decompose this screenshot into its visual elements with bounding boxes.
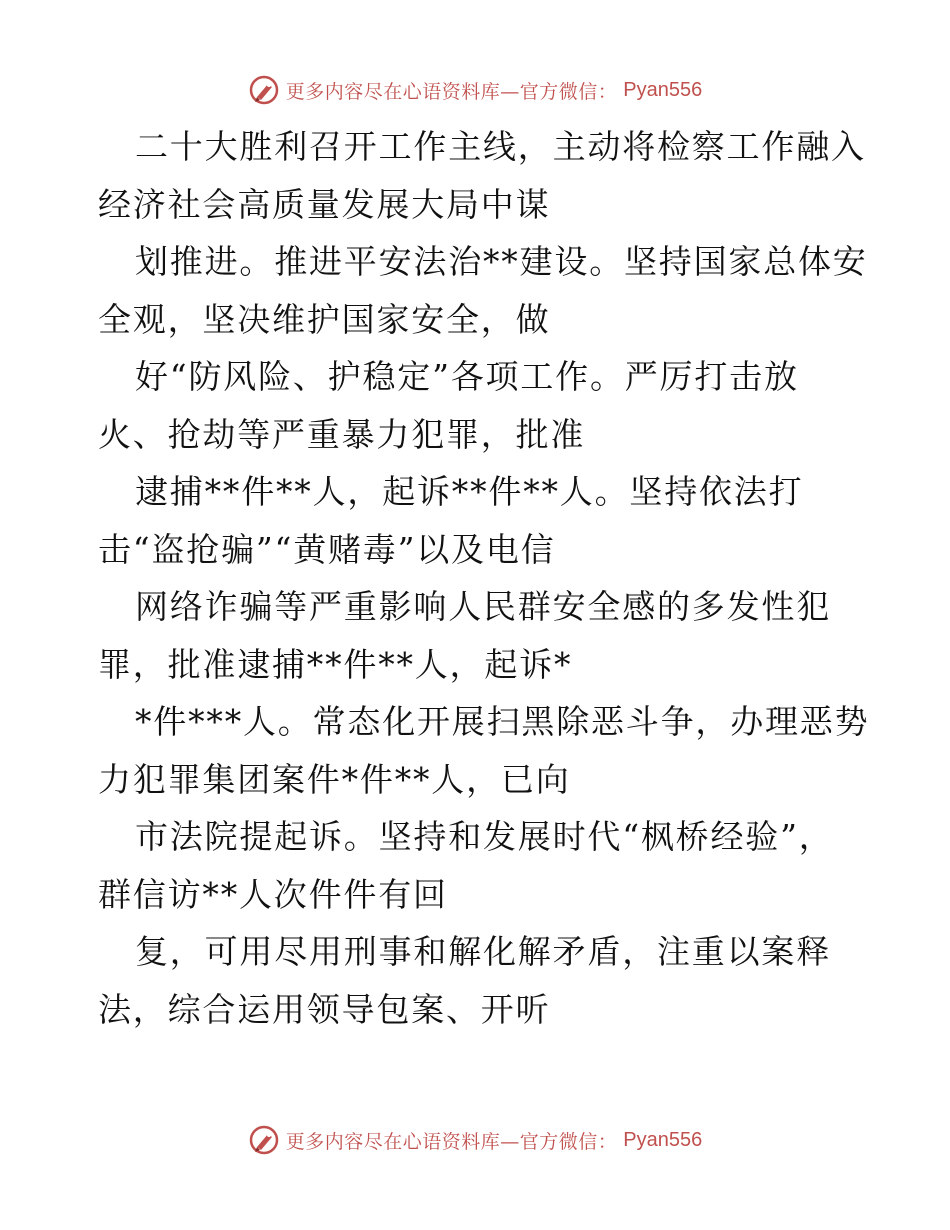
watermark-text: 更多内容尽在心语资料库—官方微信： (285, 80, 618, 103)
text-line: 复，可用尽用刑事和解化解矛盾，注重以案释 (135, 932, 831, 971)
text-line: *件***人。常态化开展扫黑除恶斗争，办理恶势 (135, 702, 870, 741)
text-line: 群信访**人次件件有回 (98, 874, 448, 914)
footer-watermark (0, 1120, 950, 1160)
text-line: 逮捕**件**人，起诉**件**人。坚持依法打 (135, 472, 804, 511)
text-line: 全观，坚决维护国家安全，做 (98, 299, 551, 339)
document-body (98, 118, 870, 1038)
text-line: 划推进。推进平安法治**建设。坚持国家总体安 (135, 242, 868, 281)
text-line: 市法院提起诉。坚持和发展时代“枫桥经验”， (135, 817, 834, 856)
watermark-wechat-id: Pyan556 (623, 78, 703, 101)
watermark-wechat-id: Pyan556 (623, 1128, 703, 1151)
header-watermark (0, 70, 950, 110)
text-line: 火、抢劫等严重暴力犯罪，批准 (98, 414, 586, 454)
text-line: 二十大胜利召开工作主线，主动将检察工作融入 (135, 127, 866, 166)
text-line: 经济社会高质量发展大局中谋 (98, 184, 551, 224)
pen-logo-icon (248, 74, 280, 106)
watermark-text: 更多内容尽在心语资料库—官方微信： (285, 1130, 618, 1153)
pen-logo-icon (248, 1124, 280, 1156)
text-line: 法，综合运用领导包案、开听 (98, 989, 551, 1029)
text-line: 好“防风险、护稳定”各项工作。严厉打击放 (135, 357, 799, 396)
text-line: 力犯罪集团案件*件**人，已向 (98, 759, 571, 799)
text-line: 罪，批准逮捕**件**人，起诉* (98, 644, 573, 684)
text-line: 网络诈骗等严重影响人民群安全感的多发性犯 (135, 587, 831, 626)
text-line: 击“盗抢骗”“黄赌毒”以及电信 (98, 529, 556, 569)
